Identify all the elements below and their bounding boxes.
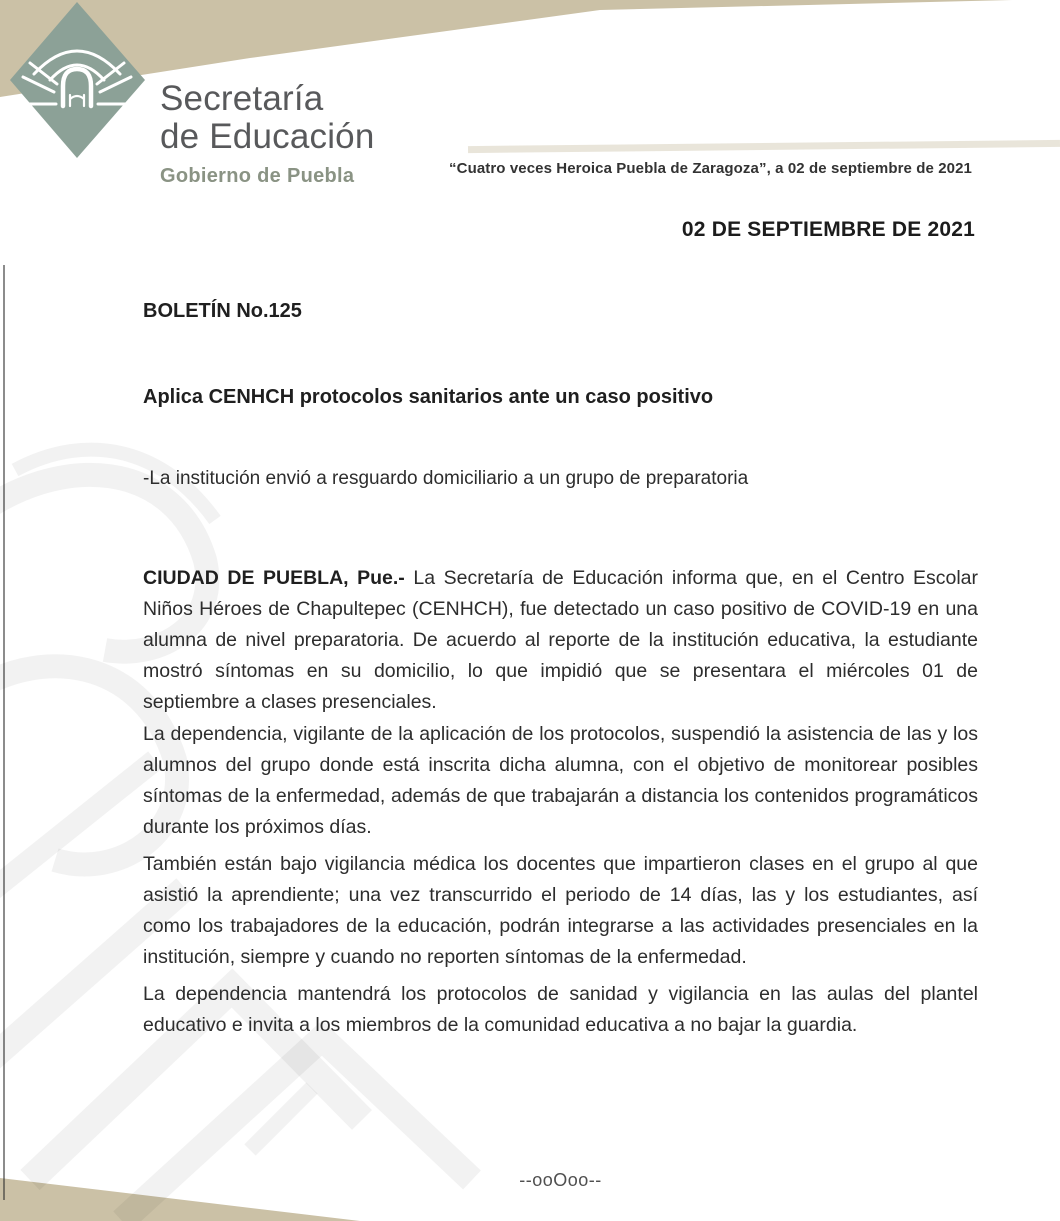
- bulletin-number: BOLETÍN No.125: [143, 300, 302, 322]
- photo-crease-streak: [468, 140, 1060, 153]
- bulletin-title: Aplica CENHCH protocolos sanitarios ante un caso positivo: [143, 386, 714, 408]
- body-paragraph-4: La dependencia mantendrá los protocolos de sanidad y vigilancia en las aulas del plantel educativo e invita a los miembros de la comunidad educativa a no bajar la guardia.: [143, 983, 978, 1036]
- org-name-line1: Secretaría: [160, 79, 324, 118]
- org-name-line2: de Educación: [160, 117, 375, 156]
- government-name: Gobierno de Puebla: [160, 165, 355, 187]
- logo-wordmark: [160, 80, 375, 186]
- bulletin-subtitle: -La institución envió a resguardo domiciliario a un grupo de preparatoria: [143, 468, 749, 489]
- document-date: 02 DE SEPTIEMBRE DE 2021: [681, 218, 975, 241]
- body-paragraph-3: También están bajo vigilancia médica los docentes que impartieron clases en el grupo al que asistió la aprendiente; una vez transcurrido el periodo de 14 días, las y los estudiantes, así como los trabajadores de la educación, podrán integrarse a las actividades presenciales en la institución, siempre y cuando no reporten síntomas de la enfermedad.: [143, 853, 978, 968]
- city-motto-date-line: “Cuatro veces Heroica Puebla de Zaragoza”, a 02 de septiembre de 2021: [449, 160, 972, 177]
- page-edge-shadow-line: [3, 265, 5, 1200]
- dateline-lead: CIUDAD DE PUEBLA, Pue.-: [143, 567, 405, 589]
- closing-mark: --ooOoo--: [519, 1170, 602, 1190]
- body-paragraph-2: La dependencia, vigilante de la aplicación de los protocolos, suspendió la asistencia de las y los alumnos del grupo donde está inscrita dicha alumna, con el objetivo de monitorear posibles síntomas de la enfermedad, además de que trabajarán a distancia los contenidos programáticos durante los próximos días.: [143, 723, 978, 838]
- body-paragraph-1: CIUDAD DE PUEBLA, Pue.- La Secretaría de Educación informa que, en el Centro Escolar Niños Héroes de Chapultepec (CENHCH), fue detectado un caso positivo de COVID-19 en una alumna de nivel preparatoria. De acuerdo al reporte de la institución educativa, la estudiante mostró síntomas en su domicilio, lo que impidió que se presentara el miércoles 01 de septiembre a clases presenciales.: [143, 567, 979, 713]
